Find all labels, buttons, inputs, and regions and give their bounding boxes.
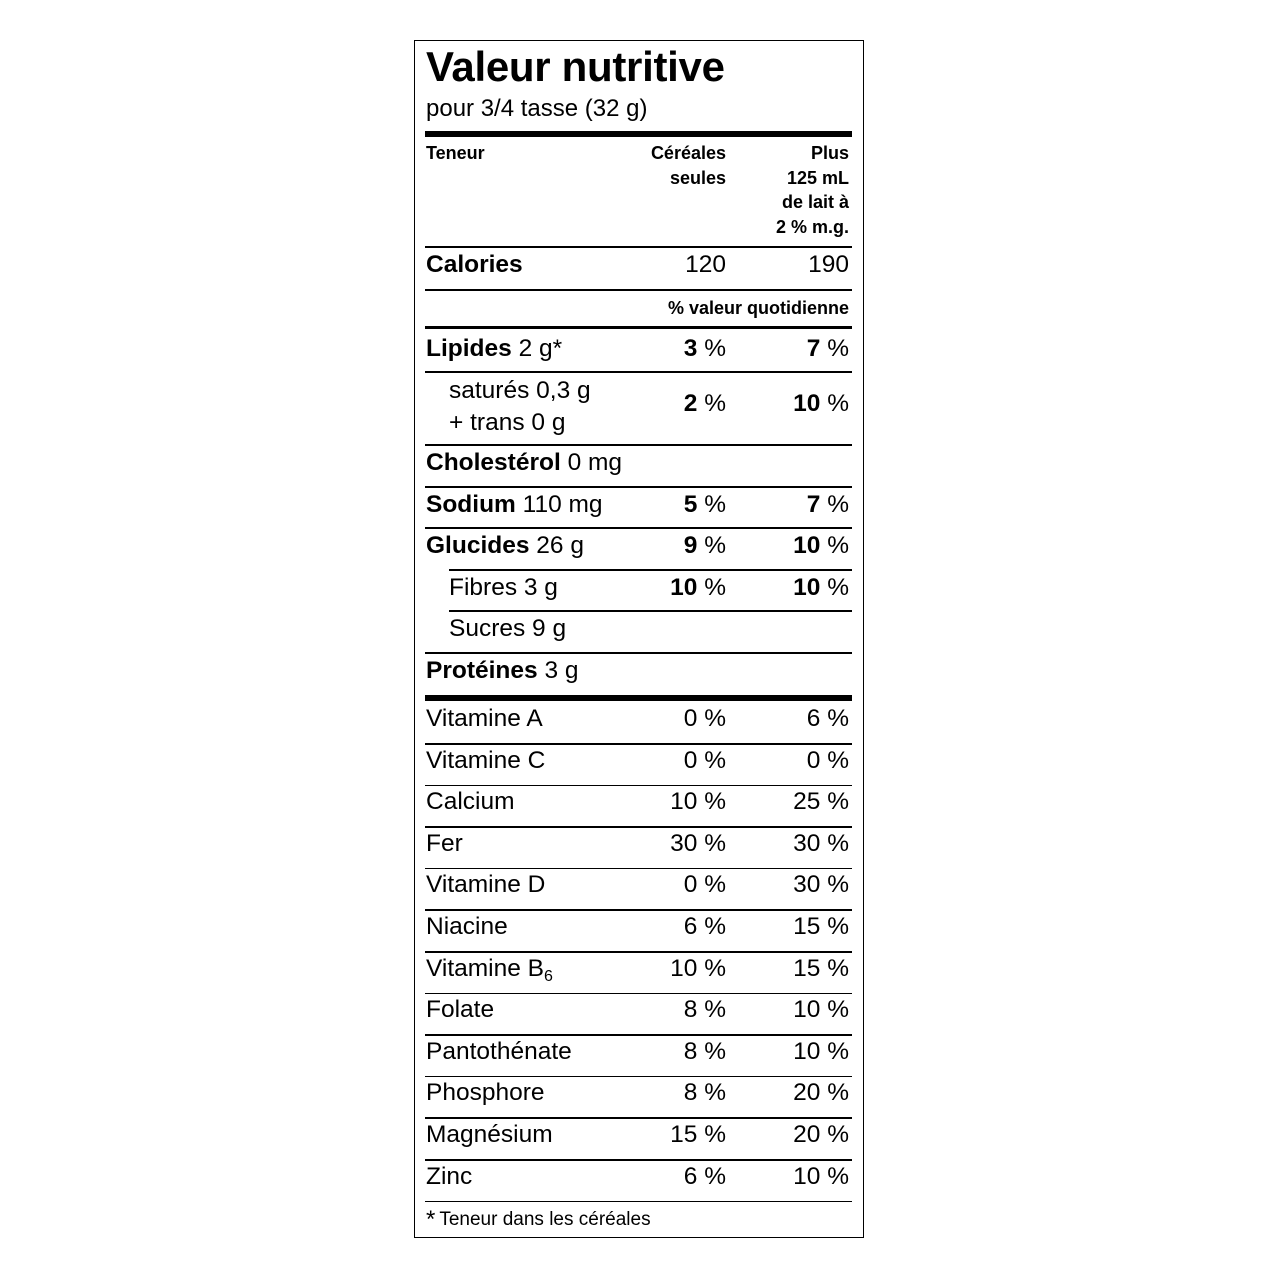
vitamin-cereal-dv: 0 % — [683, 871, 726, 899]
satures-with-milk-dv: 10 % — [793, 390, 849, 417]
divider — [449, 569, 852, 571]
vitamin-with-milk-dv: 15 % — [793, 913, 849, 940]
vitamin-with-milk-dv: 15 % — [793, 954, 849, 982]
lipides-row-label: Lipides 2 g* — [426, 335, 563, 362]
vitamin-with-milk-dv: 0 % — [806, 746, 849, 774]
vitamin-with-milk-dv: 30 % — [793, 829, 849, 857]
vitamin-with-milk-dv: 20 % — [793, 1121, 849, 1148]
vitamin-with-milk-dv: 10 % — [793, 996, 849, 1024]
divider — [425, 652, 852, 654]
vitamin-cereal-dv: 30 % — [670, 829, 726, 857]
vitamin-cereal-dv: 6 % — [683, 1162, 726, 1190]
divider — [425, 868, 852, 870]
satures-cereal-dv: 2 % — [683, 390, 726, 417]
vitamin-with-milk-dv: 30 % — [793, 871, 849, 899]
sodium-row-label: Sodium 110 mg — [426, 491, 603, 518]
vitamin-row-label: Calcium — [426, 788, 515, 816]
fibres-cereal-dv: 10 % — [670, 574, 726, 601]
vitamin-with-milk-dv: 25 % — [793, 788, 849, 816]
divider — [425, 444, 852, 446]
column-header-with-milk: Plus 125 mL de lait à 2 % m.g. — [775, 143, 849, 237]
vitamin-row-label: Vitamine C — [426, 746, 546, 774]
calories-with-milk: 190 — [808, 251, 849, 278]
nutrition-facts-panel — [414, 40, 864, 1238]
divider — [425, 486, 852, 488]
glucides-row-label: Glucides 26 g — [426, 532, 584, 559]
vitamin-cereal-dv: 10 % — [670, 788, 726, 816]
vitamin-cereal-dv: 8 % — [683, 1037, 726, 1065]
divider — [425, 993, 852, 995]
vitamin-with-milk-dv: 10 % — [793, 1037, 849, 1065]
column-header-teneur: Teneur — [426, 143, 485, 163]
divider — [425, 1034, 852, 1036]
divider — [425, 289, 852, 291]
divider — [425, 246, 852, 248]
glucides-cereal-dv: 9 % — [683, 532, 726, 559]
daily-value-header: % valeur quotidienne — [667, 298, 849, 318]
glucides-with-milk-dv: 10 % — [793, 532, 849, 559]
divider — [425, 1159, 852, 1161]
sodium-cereal-dv: 5 % — [683, 491, 726, 518]
vitamin-with-milk-dv: 20 % — [793, 1079, 849, 1107]
thick-rule — [425, 695, 852, 701]
divider — [425, 743, 852, 745]
column-header-cereales: Céréales seules — [650, 143, 726, 188]
vitamin-cereal-dv: 0 % — [683, 746, 726, 774]
calories-cereal: 120 — [685, 251, 726, 278]
divider — [425, 909, 852, 911]
divider — [425, 371, 852, 373]
divider — [425, 527, 852, 529]
vitamin-row-label: Vitamine D — [426, 871, 546, 899]
vitamin-row-label: Niacine — [426, 913, 508, 940]
vitamin-with-milk-dv: 10 % — [793, 1162, 849, 1190]
vitamin-row-label: Vitamine A — [426, 705, 543, 732]
lipides-with-milk-dv: 7 % — [806, 335, 849, 362]
vitamin-cereal-dv: 15 % — [670, 1121, 726, 1148]
vitamin-row-label: Magnésium — [426, 1121, 553, 1148]
vitamin-cereal-dv: 10 % — [670, 954, 726, 982]
serving-size: pour 3/4 tasse (32 g) — [426, 95, 648, 122]
divider — [425, 826, 852, 828]
divider — [449, 610, 852, 612]
vitamin-cereal-dv: 8 % — [683, 1079, 726, 1107]
cholesterol-row-label: Cholestérol 0 mg — [426, 449, 623, 476]
fibres-row-label: Fibres 3 g — [449, 574, 558, 601]
thick-rule — [425, 131, 852, 137]
vitamin-row-label: Zinc — [426, 1162, 473, 1190]
sodium-with-milk-dv: 7 % — [806, 491, 849, 518]
vitamin-row-label: Pantothénate — [426, 1037, 572, 1065]
divider — [425, 1201, 852, 1203]
title: Valeur nutritive — [426, 43, 725, 90]
fibres-with-milk-dv: 10 % — [793, 574, 849, 601]
footnote: * Teneur dans les céréales — [426, 1206, 651, 1233]
divider — [425, 951, 852, 953]
divider — [425, 785, 852, 787]
vitamin-row-label: Vitamine $B_6$ — [426, 954, 553, 985]
vitamin-row-label: Folate — [426, 996, 495, 1024]
sucres-row-label: Sucres 9 g — [449, 615, 567, 642]
vitamin-cereal-dv: 6 % — [683, 913, 726, 940]
calories-label: Calories — [426, 251, 523, 278]
divider — [425, 326, 852, 329]
divider — [425, 1076, 852, 1078]
vitamin-row-label: Fer — [426, 829, 463, 857]
divider — [425, 1117, 852, 1119]
vitamin-cereal-dv: 0 % — [683, 705, 726, 732]
satures-trans-label: saturés 0,3 g + trans 0 g — [449, 377, 591, 436]
lipides-cereal-dv: 3 % — [683, 335, 726, 362]
vitamin-cereal-dv: 8 % — [683, 996, 726, 1024]
vitamin-with-milk-dv: 6 % — [806, 705, 849, 732]
proteines-row-label: Protéines 3 g — [426, 657, 579, 684]
vitamin-row-label: Phosphore — [426, 1079, 545, 1107]
